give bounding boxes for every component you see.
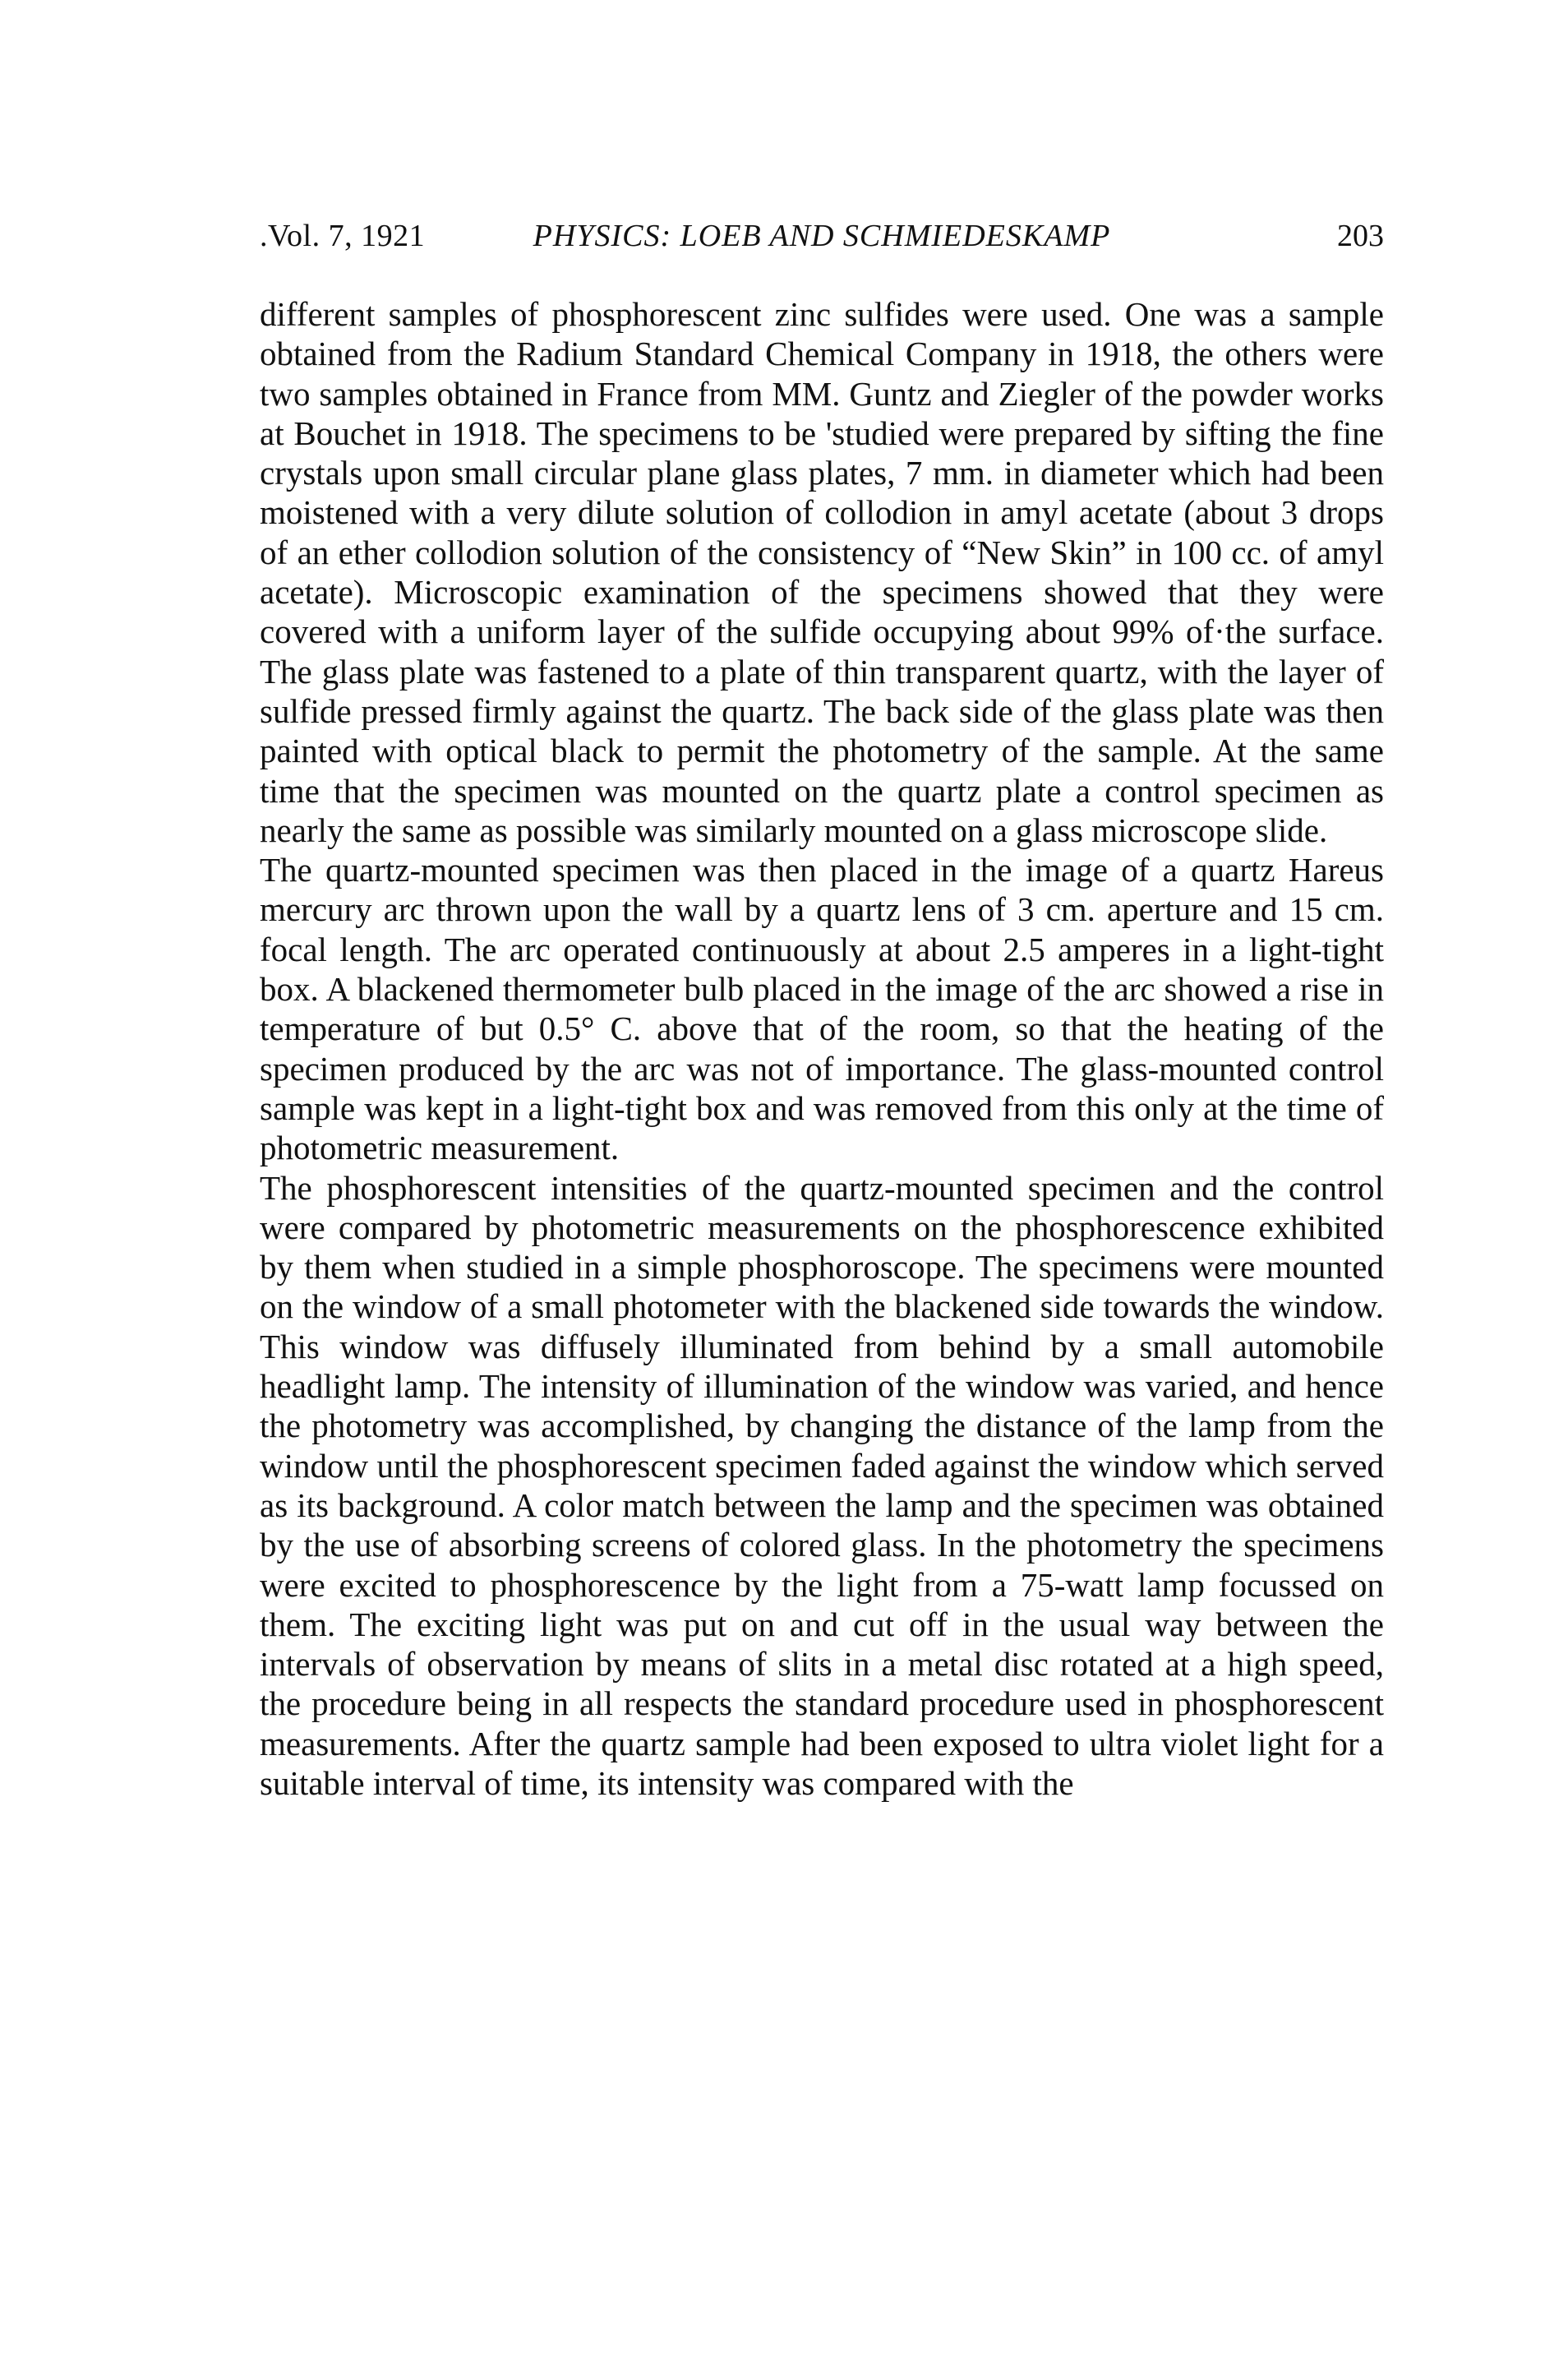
running-head (260, 215, 1384, 256)
article-body (260, 294, 1384, 1803)
page-number: 203 (1337, 219, 1384, 253)
paragraph-3: The phosphorescent intensities of the quartz-mounted specimen and the control were compared by photometric measurements on the phosphorescence exhibited by them when studied in a simple phosphoroscope. The specimens were mounted on the window of a small photometer with the blackened side towards the window. This window was diffusely illuminated from behind by a small automobile headlight lamp. The intensity of illumination of the window was varied, and hence the photometry was accomplished, by changing the distance of the lamp from the window until the phosphorescent specimen faded against the window which served as its background. A color match between the lamp and the specimen was obtained by the use of absorbing screens of colored glass. In the photometry the specimens were excited to phosphorescence by the light from a 75-watt lamp focussed on them. The exciting light was put on and cut off in the usual way between the intervals of observation by means of slits in a metal disc rotated at a high speed, the procedure being in all respects the standard procedure used in phosphorescent measurements. After the quartz sample had been exposed to ultra violet light for a suitable interval of time, its intensity was compared with the (260, 1168, 1384, 1802)
paragraph-2: The quartz-mounted specimen was then placed in the image of a quartz Hareus mercury arc thrown upon the wall by a quartz lens of 3 cm. aperture and 15 cm. focal length. The arc operated continuously at about 2.5 amperes in a light-tight box. A blackened thermometer bulb placed in the image of the arc showed a rise in temperature of but 0.5° C. above that of the room, so that the heating of the specimen produced by the arc was not of importance. The glass-mounted control sample was kept in a light-tight box and was removed from this only at the time of photometric measurement. (260, 851, 1384, 1167)
volume-year: .Vol. 7, 1921 (260, 219, 426, 253)
running-title: PHYSICS: LOEB AND SCHMIEDESKAMP (533, 219, 1111, 253)
paragraph-1: different samples of phosphorescent zinc sulfides were used. One was a sample obtained from the Radium Standard Chemical Company in 1918, the others were two samples obtained in France from MM. Guntz and Ziegler of the powder works at Bouchet in 1918. The specimens to be 'studied were prepared by sifting the fine crystals upon small circular plane glass plates, 7 mm. in diameter which had been moistened with a very dilute solution of collodion in amyl acetate (about 3 drops of an ether collodion solution of the consistency of “New Skin” in 100 cc. of amyl acetate). Microscopic examination of the specimens showed that they were covered with a uniform layer of the sulfide occupying about 99% of·the surface. The glass plate was fastened to a plate of thin transparent quartz, with the layer of sulfide pressed firmly against the quartz. The back side of the glass plate was then painted with optical black to permit the photometry of the sample. At the same time that the specimen was mounted on the quartz plate a control specimen as nearly the same as possible was similarly mounted on a glass microscope slide. (260, 295, 1384, 849)
